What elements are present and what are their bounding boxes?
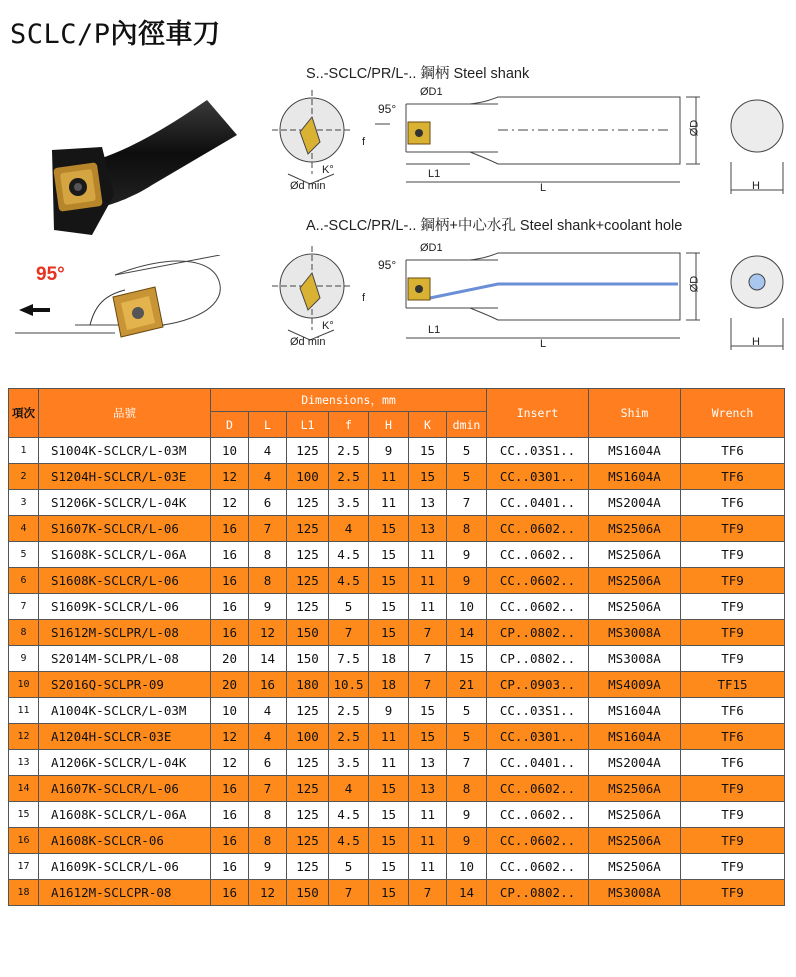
table-row <box>9 672 785 698</box>
spec-table-body <box>9 438 785 906</box>
cell-f: 4.5 <box>329 568 369 594</box>
angle-label-bottom: 95° <box>378 258 397 272</box>
cell-insert: CC..0602.. <box>487 776 589 802</box>
cell-f: 2.5 <box>329 438 369 464</box>
cell-h: 15 <box>369 828 409 854</box>
cell-l1: 125 <box>287 490 329 516</box>
cell-f: 2.5 <box>329 698 369 724</box>
dmin-label-top: Ød min <box>290 180 326 192</box>
cell-l: 8 <box>249 542 287 568</box>
cell-shim: MS3008A <box>589 880 681 906</box>
cell-k: 13 <box>409 490 447 516</box>
cell-d: 12 <box>211 490 249 516</box>
cell-insert: CC..03S1.. <box>487 438 589 464</box>
od-label-top: ØD <box>688 119 701 137</box>
cell-index: 7 <box>9 594 39 620</box>
cell-d: 16 <box>211 802 249 828</box>
cell-f: 4.5 <box>329 802 369 828</box>
cell-shim: MS2506A <box>589 776 681 802</box>
cell-index: 11 <box>9 698 39 724</box>
cell-k: 11 <box>409 594 447 620</box>
cell-l: 16 <box>249 672 287 698</box>
header-dim-f: f <box>329 412 369 438</box>
cell-k: 13 <box>409 750 447 776</box>
cell-d: 16 <box>211 854 249 880</box>
cell-f: 2.5 <box>329 724 369 750</box>
cell-index: 4 <box>9 516 39 542</box>
cell-index: 10 <box>9 672 39 698</box>
cell-wrench: TF6 <box>681 724 785 750</box>
dmin-label-bottom: Ød min <box>290 336 326 348</box>
header-dim-d: D <box>211 412 249 438</box>
cell-index: 6 <box>9 568 39 594</box>
h-label-top: H <box>752 180 760 192</box>
cell-wrench: TF9 <box>681 854 785 880</box>
cell-l1: 125 <box>287 438 329 464</box>
cell-h: 15 <box>369 516 409 542</box>
cell-h: 15 <box>369 568 409 594</box>
table-row <box>9 620 785 646</box>
cell-dmin: 10 <box>447 594 487 620</box>
cell-shim: MS1604A <box>589 438 681 464</box>
cell-model: A1612M-SCLCPR-08 <box>39 880 211 906</box>
cell-k: 11 <box>409 568 447 594</box>
cell-model: A1607K-SCLCR/L-06 <box>39 776 211 802</box>
cell-shim: MS2506A <box>589 542 681 568</box>
cell-k: 15 <box>409 724 447 750</box>
cell-shim: MS2506A <box>589 516 681 542</box>
cutting-angle-label: 95° <box>36 264 65 285</box>
cell-k: 15 <box>409 464 447 490</box>
table-row <box>9 828 785 854</box>
cell-shim: MS4009A <box>589 672 681 698</box>
angle-label-top: 95° <box>378 102 397 116</box>
cell-l: 4 <box>249 698 287 724</box>
cell-l1: 180 <box>287 672 329 698</box>
cell-index: 1 <box>9 438 39 464</box>
cell-k: 7 <box>409 646 447 672</box>
diagram-caption-coolant-hole: A..-SCLC/PR/L-.. 鋼柄+中心水孔 Steel shank+coolant hole <box>306 218 683 234</box>
cell-wrench: TF9 <box>681 516 785 542</box>
cell-dmin: 9 <box>447 542 487 568</box>
cell-l: 8 <box>249 828 287 854</box>
cell-k: 11 <box>409 828 447 854</box>
cell-dmin: 8 <box>447 776 487 802</box>
cell-l: 6 <box>249 750 287 776</box>
cell-wrench: TF6 <box>681 490 785 516</box>
cell-l1: 100 <box>287 724 329 750</box>
cell-dmin: 5 <box>447 698 487 724</box>
cell-wrench: TF9 <box>681 542 785 568</box>
cell-l1: 125 <box>287 542 329 568</box>
cell-f: 10.5 <box>329 672 369 698</box>
cell-dmin: 8 <box>447 516 487 542</box>
cell-wrench: TF9 <box>681 828 785 854</box>
cell-k: 13 <box>409 776 447 802</box>
header-dim-k: K <box>409 412 447 438</box>
page-title <box>10 12 221 51</box>
cell-d: 12 <box>211 724 249 750</box>
l1-label-top: L1 <box>428 168 441 180</box>
cell-model: S1004K-SCLCR/L-03M <box>39 438 211 464</box>
cell-k: 7 <box>409 880 447 906</box>
cell-dmin: 5 <box>447 438 487 464</box>
cell-index: 9 <box>9 646 39 672</box>
cell-insert: CC..0301.. <box>487 464 589 490</box>
cell-insert: CC..0602.. <box>487 828 589 854</box>
cell-d: 16 <box>211 828 249 854</box>
cell-dmin: 9 <box>447 568 487 594</box>
header-dim-h: H <box>369 412 409 438</box>
cell-k: 7 <box>409 672 447 698</box>
cell-model: S2016Q-SCLPR-09 <box>39 672 211 698</box>
cell-d: 16 <box>211 516 249 542</box>
cell-index: 8 <box>9 620 39 646</box>
cell-shim: MS2506A <box>589 828 681 854</box>
cell-f: 4 <box>329 516 369 542</box>
cell-l1: 125 <box>287 828 329 854</box>
l1-label-bottom: L1 <box>428 324 441 336</box>
cell-h: 11 <box>369 490 409 516</box>
cell-l1: 150 <box>287 620 329 646</box>
cell-index: 16 <box>9 828 39 854</box>
cell-f: 7 <box>329 620 369 646</box>
cell-h: 15 <box>369 880 409 906</box>
cell-h: 15 <box>369 594 409 620</box>
title-cjk: 內徑車刀 <box>110 19 221 50</box>
cell-l1: 125 <box>287 854 329 880</box>
cell-shim: MS1604A <box>589 464 681 490</box>
cell-insert: CC..0401.. <box>487 750 589 776</box>
cell-h: 9 <box>369 438 409 464</box>
cell-l1: 125 <box>287 776 329 802</box>
cell-index: 2 <box>9 464 39 490</box>
cell-insert: CC..0602.. <box>487 542 589 568</box>
technical-drawing-coolant-shank <box>270 238 790 358</box>
f-label-top: f <box>362 136 366 148</box>
d1-label-top: ØD1 <box>420 86 443 98</box>
cell-l: 9 <box>249 854 287 880</box>
diagram-caption-steel-shank: S..-SCLC/PR/L-.. 鋼柄 Steel shank <box>306 66 530 82</box>
cell-d: 20 <box>211 646 249 672</box>
header-wrench: Wrench <box>681 389 785 438</box>
cell-shim: MS2506A <box>589 568 681 594</box>
cell-dmin: 9 <box>447 802 487 828</box>
cell-h: 18 <box>369 646 409 672</box>
cell-f: 2.5 <box>329 464 369 490</box>
cell-h: 15 <box>369 542 409 568</box>
cell-h: 15 <box>369 802 409 828</box>
cell-d: 16 <box>211 880 249 906</box>
cell-l1: 125 <box>287 802 329 828</box>
cell-f: 3.5 <box>329 490 369 516</box>
cell-index: 5 <box>9 542 39 568</box>
d1-label-bottom: ØD1 <box>420 242 443 254</box>
cell-h: 15 <box>369 854 409 880</box>
cell-dmin: 15 <box>447 646 487 672</box>
cell-insert: CC..0602.. <box>487 568 589 594</box>
l-label-bottom: L <box>540 338 547 350</box>
header-dim-l: L <box>249 412 287 438</box>
table-row <box>9 802 785 828</box>
cell-shim: MS2506A <box>589 802 681 828</box>
cell-l1: 125 <box>287 516 329 542</box>
cell-d: 16 <box>211 776 249 802</box>
cell-wrench: TF9 <box>681 646 785 672</box>
cell-dmin: 7 <box>447 490 487 516</box>
cell-insert: CP..0802.. <box>487 880 589 906</box>
cell-l: 8 <box>249 802 287 828</box>
cell-l: 7 <box>249 516 287 542</box>
table-row <box>9 646 785 672</box>
cell-h: 9 <box>369 698 409 724</box>
cell-f: 4.5 <box>329 542 369 568</box>
cell-wrench: TF15 <box>681 672 785 698</box>
cell-shim: MS1604A <box>589 724 681 750</box>
table-row <box>9 568 785 594</box>
cell-d: 16 <box>211 542 249 568</box>
cell-l: 12 <box>249 880 287 906</box>
cell-f: 4.5 <box>329 828 369 854</box>
cell-model: S1609K-SCLCR/L-06 <box>39 594 211 620</box>
cell-insert: CC..0602.. <box>487 854 589 880</box>
table-row <box>9 594 785 620</box>
f-label-bottom: f <box>362 292 366 304</box>
cell-f: 7 <box>329 880 369 906</box>
cell-model: S1608K-SCLCR/L-06A <box>39 542 211 568</box>
cell-l: 7 <box>249 776 287 802</box>
cell-dmin: 10 <box>447 854 487 880</box>
cell-insert: CC..0301.. <box>487 724 589 750</box>
table-row <box>9 490 785 516</box>
k-label-top: K° <box>322 164 334 176</box>
cell-l1: 125 <box>287 568 329 594</box>
cell-l: 8 <box>249 568 287 594</box>
cell-f: 5 <box>329 854 369 880</box>
cell-wrench: TF9 <box>681 880 785 906</box>
cell-k: 11 <box>409 854 447 880</box>
cell-insert: CP..0802.. <box>487 646 589 672</box>
header-insert: Insert <box>487 389 589 438</box>
header-index: 項次 <box>9 389 39 438</box>
cell-l: 4 <box>249 724 287 750</box>
cell-dmin: 21 <box>447 672 487 698</box>
header-dim-dmin: dmin <box>447 412 487 438</box>
cell-h: 11 <box>369 724 409 750</box>
cell-insert: CC..0602.. <box>487 802 589 828</box>
cell-model: S1608K-SCLCR/L-06 <box>39 568 211 594</box>
cell-index: 13 <box>9 750 39 776</box>
cell-dmin: 5 <box>447 724 487 750</box>
cell-k: 11 <box>409 802 447 828</box>
cell-k: 15 <box>409 698 447 724</box>
cell-d: 12 <box>211 750 249 776</box>
table-row <box>9 854 785 880</box>
header-dim-l1: L1 <box>287 412 329 438</box>
table-row <box>9 698 785 724</box>
table-row <box>9 776 785 802</box>
cell-wrench: TF6 <box>681 464 785 490</box>
cell-index: 3 <box>9 490 39 516</box>
table-row <box>9 464 785 490</box>
cell-h: 18 <box>369 672 409 698</box>
cell-h: 11 <box>369 750 409 776</box>
cell-l1: 125 <box>287 750 329 776</box>
cell-f: 7.5 <box>329 646 369 672</box>
cell-wrench: TF9 <box>681 802 785 828</box>
cell-d: 20 <box>211 672 249 698</box>
cell-insert: CP..0802.. <box>487 620 589 646</box>
l-label-top: L <box>540 182 547 194</box>
k-label-bottom: K° <box>322 320 334 332</box>
cell-wrench: TF6 <box>681 438 785 464</box>
table-row <box>9 724 785 750</box>
cell-model: A1608K-SCLCR-06 <box>39 828 211 854</box>
cell-k: 15 <box>409 438 447 464</box>
cell-l: 4 <box>249 438 287 464</box>
od-label-bottom: ØD <box>688 275 701 293</box>
cell-d: 16 <box>211 594 249 620</box>
cell-dmin: 14 <box>447 620 487 646</box>
cell-wrench: TF6 <box>681 750 785 776</box>
cell-d: 10 <box>211 438 249 464</box>
cell-dmin: 14 <box>447 880 487 906</box>
table-row <box>9 438 785 464</box>
table-row <box>9 880 785 906</box>
cell-wrench: TF9 <box>681 620 785 646</box>
cell-h: 15 <box>369 776 409 802</box>
cell-k: 13 <box>409 516 447 542</box>
cell-index: 12 <box>9 724 39 750</box>
cell-model: S1206K-SCLCR/L-04K <box>39 490 211 516</box>
cell-insert: CC..03S1.. <box>487 698 589 724</box>
technical-drawing-steel-shank <box>270 82 790 202</box>
cell-shim: MS2506A <box>589 594 681 620</box>
cell-shim: MS3008A <box>589 620 681 646</box>
spec-table <box>8 388 785 906</box>
cell-d: 12 <box>211 464 249 490</box>
cell-wrench: TF9 <box>681 776 785 802</box>
cell-shim: MS2004A <box>589 490 681 516</box>
cell-model: S2014M-SCLPR/L-08 <box>39 646 211 672</box>
title-latin: SCLC/P <box>10 19 111 50</box>
cell-index: 18 <box>9 880 39 906</box>
cell-insert: CP..0903.. <box>487 672 589 698</box>
cell-l: 4 <box>249 464 287 490</box>
cell-h: 11 <box>369 464 409 490</box>
cell-dmin: 9 <box>447 828 487 854</box>
cell-h: 15 <box>369 620 409 646</box>
cell-shim: MS3008A <box>589 646 681 672</box>
cell-f: 3.5 <box>329 750 369 776</box>
cell-index: 14 <box>9 776 39 802</box>
h-label-bottom: H <box>752 336 760 348</box>
cell-model: S1204H-SCLCR/L-03E <box>39 464 211 490</box>
cell-wrench: TF9 <box>681 594 785 620</box>
cell-l1: 100 <box>287 464 329 490</box>
cell-l1: 150 <box>287 880 329 906</box>
cell-l1: 150 <box>287 646 329 672</box>
table-row <box>9 750 785 776</box>
cell-d: 16 <box>211 568 249 594</box>
header-model: 品號 <box>39 389 211 438</box>
cell-model: A1206K-SCLCR/L-04K <box>39 750 211 776</box>
cell-model: A1004K-SCLCR/L-03M <box>39 698 211 724</box>
cell-l1: 125 <box>287 698 329 724</box>
cell-shim: MS2506A <box>589 854 681 880</box>
tool-photo <box>42 95 242 245</box>
cell-shim: MS1604A <box>589 698 681 724</box>
cell-index: 17 <box>9 854 39 880</box>
cell-model: S1607K-SCLCR/L-06 <box>39 516 211 542</box>
cell-index: 15 <box>9 802 39 828</box>
cell-d: 10 <box>211 698 249 724</box>
cell-insert: CC..0401.. <box>487 490 589 516</box>
cell-model: A1609K-SCLCR/L-06 <box>39 854 211 880</box>
cell-dmin: 7 <box>447 750 487 776</box>
header-dimensions: Dimensions，mm <box>211 389 487 412</box>
cell-insert: CC..0602.. <box>487 594 589 620</box>
cell-l1: 125 <box>287 594 329 620</box>
cell-insert: CC..0602.. <box>487 516 589 542</box>
header-shim: Shim <box>589 389 681 438</box>
table-row <box>9 516 785 542</box>
cell-dmin: 5 <box>447 464 487 490</box>
cell-k: 11 <box>409 542 447 568</box>
header-row-1 <box>9 389 785 412</box>
cell-l: 12 <box>249 620 287 646</box>
cell-wrench: TF6 <box>681 698 785 724</box>
cell-f: 5 <box>329 594 369 620</box>
table-row <box>9 542 785 568</box>
cell-k: 7 <box>409 620 447 646</box>
cell-model: A1608K-SCLCR/L-06A <box>39 802 211 828</box>
cell-l: 9 <box>249 594 287 620</box>
cell-l: 6 <box>249 490 287 516</box>
cell-d: 16 <box>211 620 249 646</box>
cell-model: S1612M-SCLPR/L-08 <box>39 620 211 646</box>
cell-wrench: TF9 <box>681 568 785 594</box>
cell-shim: MS2004A <box>589 750 681 776</box>
cell-model: A1204H-SCLCR-03E <box>39 724 211 750</box>
cell-l: 14 <box>249 646 287 672</box>
cell-f: 4 <box>329 776 369 802</box>
